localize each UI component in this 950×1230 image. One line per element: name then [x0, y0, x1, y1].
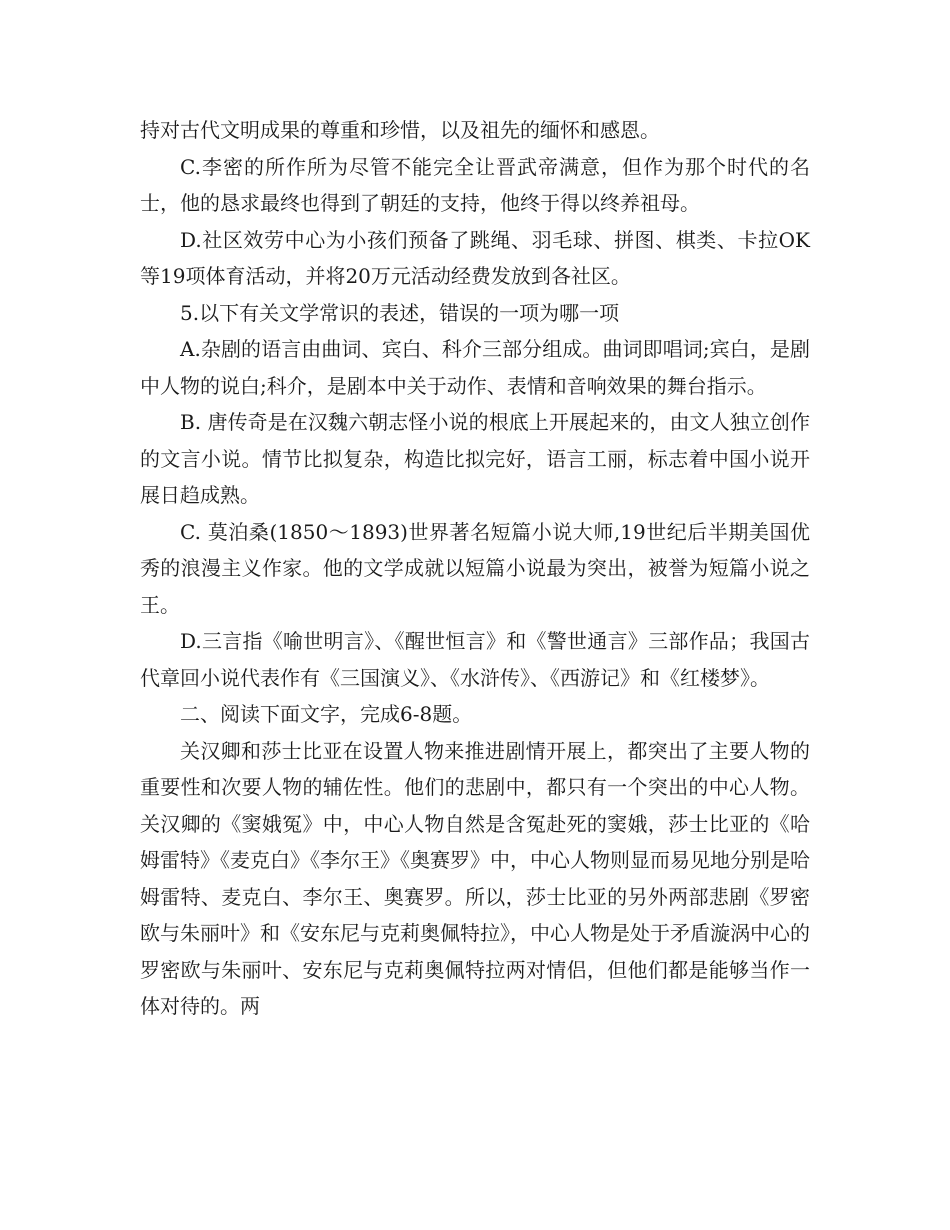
question-5-option-c: C. 莫泊桑(1850～1893)世界著名短篇小说大师,19世纪后半期美国优秀的浪漫主义作家。他的文学成就以短篇小说最为突出，被誉为短篇小说之王。 — [140, 519, 810, 617]
question-5-stem: 5.以下有关文学常识的表述，错误的一项为哪一项 — [180, 300, 620, 325]
option-d-paragraph: D.社区效劳中心为小孩们预备了跳绳、羽毛球、拼图、棋类、卡拉OK等19项体育活动，并将20万元活动经费发放到各社区。 — [140, 227, 810, 288]
reading-passage-paragraph: 关汉卿和莎士比亚在设置人物来推进剧情开展上，都突出了主要人物的重要性和次要人物的辅佐性。他们的悲剧中，都只有一个突出的中心人物。关汉卿的《窦娥冤》中，中心人物自然是含冤赴死的窦娥，莎士比亚的《哈姆雷特》《麦克白》《李尔王》《奥赛罗》中，中心人物则显而易见地分别是哈姆雷特、麦克白、李尔王、奥赛罗。所以，莎士比亚的另外两部悲剧《罗密欧与朱丽叶》和《安东尼与克莉奥佩特拉》，中心人物是处于矛盾漩涡中心的罗密欧与朱丽叶、安东尼与克莉奥佩特拉两对情侣，但他们都是能够当作一体对待的。两 — [140, 738, 810, 1018]
question-5-option-a: A.杂剧的语言由曲词、宾白、科介三部分组成。曲词即唱词;宾白，是剧中人物的说白;科介，是剧本中关于动作、表情和音响效果的舞台指示。 — [140, 337, 810, 398]
section-two-heading: 二、阅读下面文字，完成6-8题。 — [180, 702, 473, 726]
question-5-option-b: B. 唐传奇是在汉魏六朝志怪小说的根底上开展起来的，由文人独立创作的文言小说。情节比拟复杂，构造比拟完好，语言工丽，标志着中国小说开展日趋成熟。 — [140, 410, 810, 507]
option-c-paragraph: C.李密的所作所为尽管不能完全让晋武帝满意，但作为那个时代的名士，他的恳求最终也得到了朝廷的支持，他终于得以终养祖母。 — [140, 154, 810, 215]
question-5-option-d: D.三言指《喻世明言》、《醒世恒言》和《警世通言》三部作品；我国古代章回小说代表作有《三国演义》、《水浒传》、《西游记》和《红楼梦》。 — [140, 629, 810, 690]
paragraph-continuation: 持对古代文明成果的尊重和珍惜，以及祖先的缅怀和感恩。 — [140, 118, 660, 142]
document-body — [140, 112, 810, 1025]
